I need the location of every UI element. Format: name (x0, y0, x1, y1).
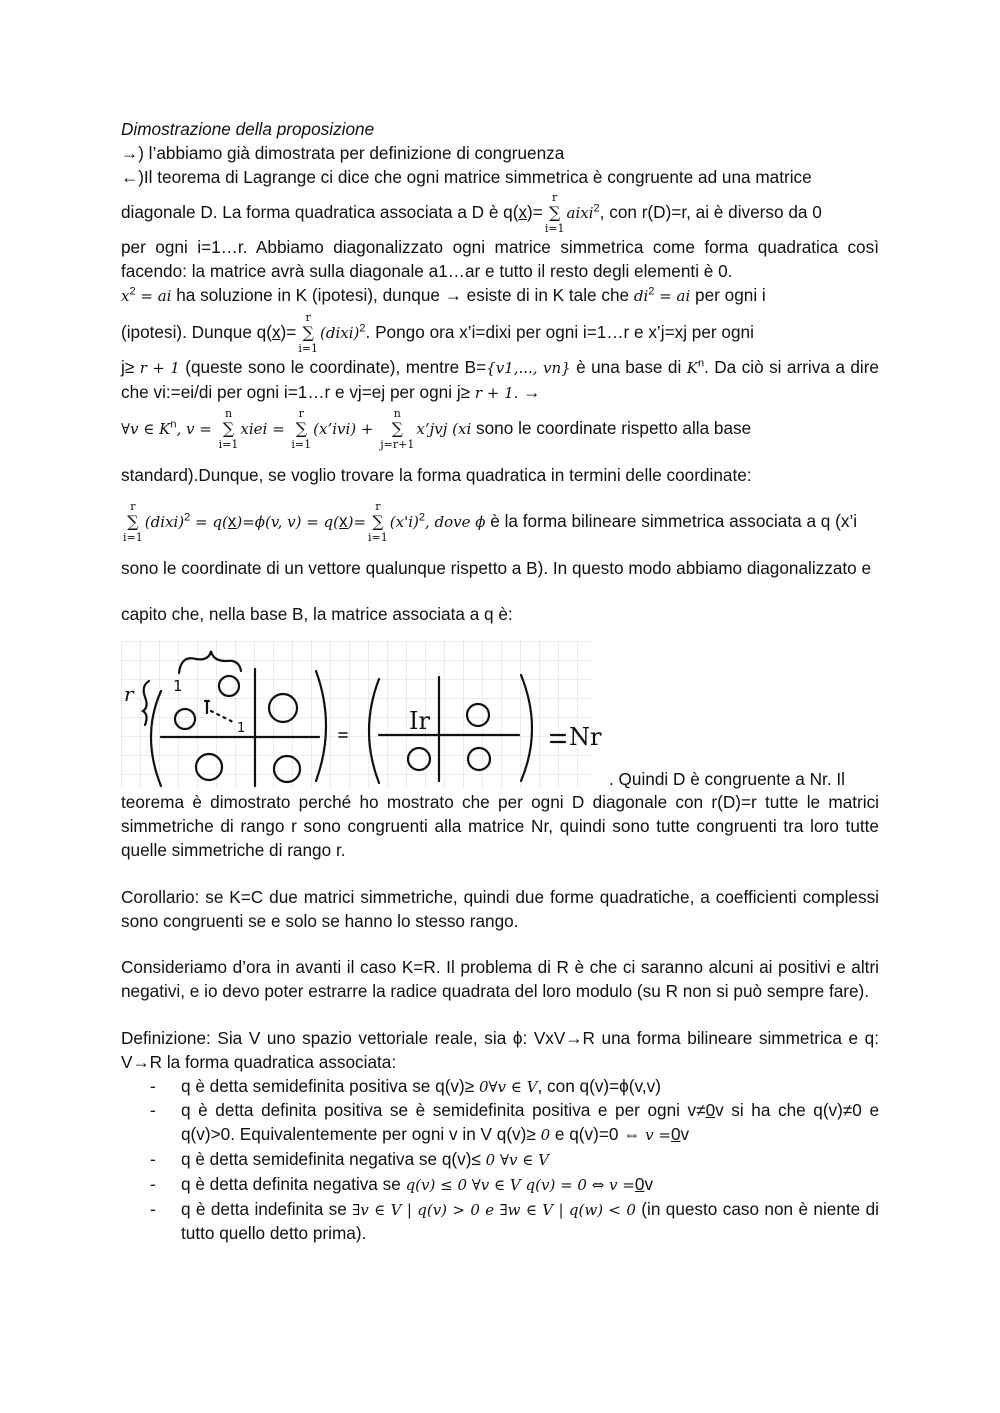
paragraph-ipotesi: (ipotesi). Dunque q(x)=r ∑ i=1(dixi)$^2$. Pongo ora x’i=dixi per ogni i=1…r e x’j=xj per ogni (121, 310, 754, 355)
paragraph-vector-expansion: ∀v ∈ $K^n$, v = n ∑ i=1xiei = r ∑ i=1(x’ivi) + n ∑ j=r+1x’jvj (xi sono le coordinate rispetto alla base standard).Dunque, se voglio trovare la forma quadratica in termini delle coordinate: (121, 407, 752, 486)
paragraph-quadratic-coords: r ∑ i=1(dixi)$^2$ = q(x)=ϕ(v, v) = q(x)=r ∑ $i=1(x'i)^2$, dove ϕ è la forma bilineare simmetrica associata a q (x’i sono le coordinate di un vettore qualunque rispetto a B). In questo modo abbiamo diagonalizzato e capito che, nella base B, la matrice associata a q è: (121, 500, 872, 625)
matrix-figure-block (121, 641, 879, 791)
list-item: - q è detta definita negativa se q(v) ≤ 0 ∀v ∈ V q(v) = 0 ⇔ v =0v (181, 1173, 879, 1198)
list-item: - q è detta indefinita se ∃v ∈ V | q(v) > 0 e ∃w ∈ V | q(w) < 0 (in questo caso non è niente di tutto quello detto prima). (181, 1198, 879, 1247)
paragraph-diagonal: per ogni i=1…r. Abbiamo diagonalizzato ogni matrice simmetrica come forma quadratica così facendo: la matrice avrà sulla diagonale a1…ar e tutto il resto degli elementi è 0. (121, 237, 879, 282)
definitions-list (121, 1075, 879, 1247)
paragraph-consideriamo: Consideriamo d’ora in avanti il caso K=R. Il problema di R è che ci saranno alcuni ai positivi e altri negativi, e io devo poter estrarre la radice quadrata del loro modulo (su R non si può sempre fare). (121, 957, 879, 1002)
sum-aixi: r ∑ i=1 (544, 191, 565, 236)
list-item: - q è detta semidefinita negativa se q(v)≤ 0 ∀v ∈ V (181, 1148, 879, 1173)
section-title: Dimostrazione della proposizione (121, 119, 375, 139)
fig-nr-label: Nr (569, 723, 602, 752)
paragraph-quadratic-form: diagonale D. La forma quadratica associata a D è q(x)=r ∑ i=1aixi$^2$, con r(D)=r, ai è diverso da 0 (121, 191, 822, 236)
paragraph-solution: $x^2$ = ai ha soluzione in K (ipotesi), dunque → esiste di in K tale che $di^2$ = ai per ogni i (121, 284, 766, 305)
paragraph-after-figure-a: . Quindi D è congruente a Nr. Il (609, 769, 845, 790)
document-page (121, 118, 879, 1246)
list-item: - q è detta definita positiva se è semidefinita positiva e per ogni v≠0v si ha che q(v)≠0 e q(v)>0. Equivalentemente per ogni v in V q(v)≥ 0 e q(v)=0 ⇔ v =0v (181, 1099, 879, 1148)
paragraph-theorem-proved: teorema è dimostrato perché ho mostrato che per ogni D diagonale con r(D)=r tutte le matrici simmetriche di rango r sono congruenti alla matrice Nr, quindi sono tutte congruenti tra loro tutte quelle simmetriche di rango r. (121, 792, 879, 860)
fig-identity-label: Ir (409, 707, 430, 736)
paragraph-basis: j≥ r + 1 (queste sono le coordinate), mentre B={v1,..., vn} è una base di $K^n$. Da ciò si arriva a dire che vi:=ei/di per ogni i=1…r e vj=ej per ogni j≥ r + 1. → (121, 356, 879, 402)
paragraph-lagrange: ←)Il teorema di Lagrange ci dice che ogni matrice simmetrica è congruente ad una matrice (121, 166, 812, 187)
fig-r-label: r (124, 682, 134, 707)
fig-one-a: 1 (173, 677, 183, 696)
list-item: - q è detta semidefinita positiva se q(v)≥ 0∀v ∈ V, con q(v)=ϕ(v,v) (181, 1075, 879, 1100)
handwritten-matrix-image (121, 641, 602, 789)
paragraph-forward: →) l’abbiamo già dimostrata per definizione di congruenza (121, 142, 565, 163)
paragraph-definizione: Definizione: Sia V uno spazio vettoriale reale, sia ϕ: VxV→R una forma bilineare simmetrica e q: V→R la forma quadratica associata: (121, 1027, 879, 1072)
fig-one-b: 1 (237, 721, 246, 737)
paragraph-corollario: Corollario: se K=C due matrici simmetriche, quindi due forme quadratiche, a coefficienti complessi sono congruenti se e solo se hanno lo stesso rango. (121, 886, 879, 931)
